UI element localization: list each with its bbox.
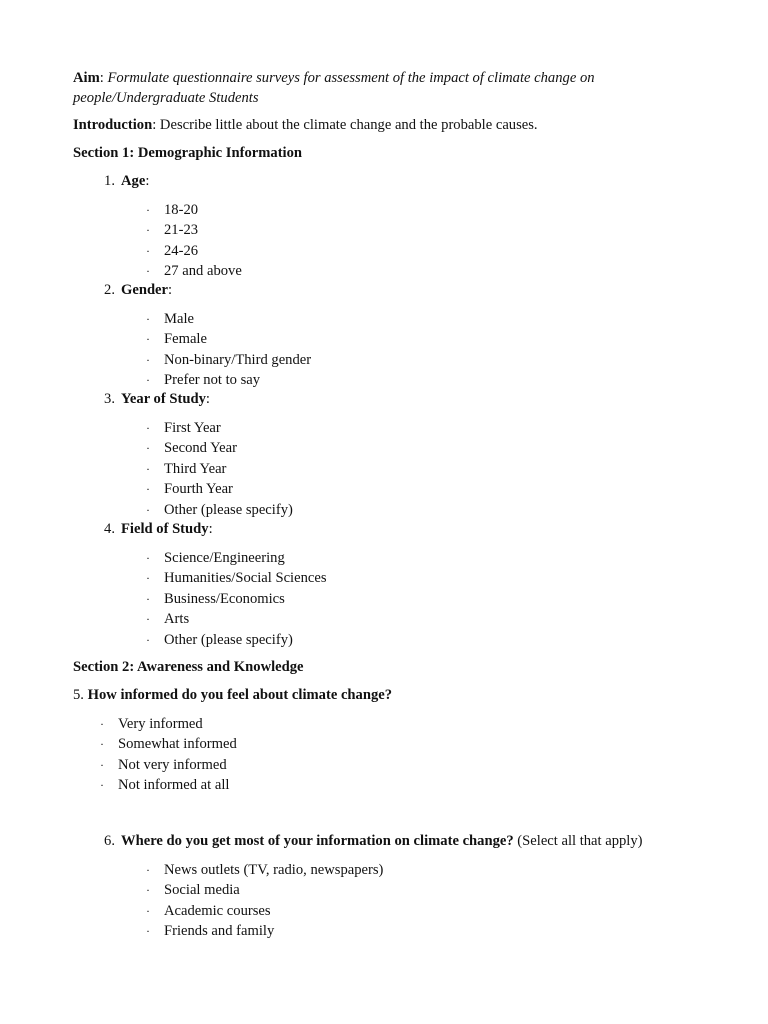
question-year-of-study	[97, 389, 210, 409]
list-item: · Female	[146, 329, 311, 349]
bullet-icon: ·	[146, 203, 150, 217]
bullet-icon: ·	[146, 332, 150, 347]
bullet-icon: ·	[146, 223, 150, 238]
question-field-of-study	[97, 519, 213, 539]
bullet-icon: ·	[100, 737, 104, 752]
question-gender	[97, 280, 172, 300]
list-item: · Not informed at all	[100, 775, 237, 795]
question-how-informed	[73, 685, 392, 705]
question-label: Year of Study	[121, 391, 206, 407]
bullet-icon: ·	[146, 441, 150, 456]
list-item: · 27 and above	[146, 261, 242, 281]
bullet-icon: ·	[146, 373, 150, 388]
list-item: · Humanities/Social Sciences	[146, 568, 327, 588]
question-suffix: (Select all that apply)	[513, 833, 643, 849]
options-age	[146, 200, 242, 282]
list-item: · 24-26	[146, 241, 242, 261]
introduction-paragraph	[73, 115, 713, 135]
list-item: · Non-binary/Third gender	[146, 350, 311, 370]
options-how-informed	[100, 714, 237, 796]
question-number: 4.	[104, 521, 115, 537]
bullet-icon: ·	[146, 421, 150, 435]
list-item: · First Year	[146, 418, 293, 438]
bullet-icon: ·	[146, 924, 150, 939]
options-information-sources	[146, 860, 383, 942]
section-2-heading: Section 2: Awareness and Knowledge	[73, 659, 304, 675]
list-item: · Other (please specify)	[146, 630, 327, 650]
bullet-icon: ·	[146, 461, 150, 476]
bullet-icon: ·	[146, 571, 150, 586]
list-item: · Social media	[146, 880, 383, 900]
question-label: How informed do you feel about climate change?	[87, 687, 393, 703]
list-item: · News outlets (TV, radio, newspapers)	[146, 860, 383, 880]
bullet-icon: ·	[146, 264, 150, 279]
bullet-icon: ·	[146, 243, 150, 258]
aim-text: Formulate questionnaire surveys for assessment of the impact of climate change on people/Undergraduate Students	[73, 70, 595, 107]
question-number: 6.	[104, 833, 115, 849]
list-item: · Second Year	[146, 438, 293, 458]
question-number: 5.	[73, 687, 84, 703]
bullet-icon: ·	[146, 482, 150, 497]
bullet-icon: ·	[146, 312, 150, 326]
question-age	[97, 171, 149, 191]
bullet-icon: ·	[146, 591, 150, 606]
introduction-text: : Describe little about the climate change and the probable causes.	[152, 117, 538, 133]
options-year-of-study	[146, 418, 293, 520]
introduction-label: Introduction	[73, 117, 153, 133]
options-gender	[146, 309, 311, 391]
bullet-icon: ·	[146, 903, 150, 918]
bullet-icon: ·	[146, 352, 150, 367]
list-item: · Third Year	[146, 459, 293, 479]
bullet-icon: ·	[146, 632, 150, 647]
aim-label: Aim	[73, 70, 100, 86]
list-item: · Fourth Year	[146, 479, 293, 499]
question-information-sources	[97, 831, 643, 851]
list-item: · Not very informed	[100, 755, 237, 775]
list-item: · Other (please specify)	[146, 500, 293, 520]
list-item: · Business/Economics	[146, 589, 327, 609]
bullet-icon: ·	[100, 717, 104, 731]
question-label: Where do you get most of your information on climate change?	[121, 833, 514, 849]
list-item: · Academic courses	[146, 901, 383, 921]
list-item: · Very informed	[100, 714, 237, 734]
question-suffix: :	[145, 173, 150, 189]
bullet-icon: ·	[146, 612, 150, 627]
bullet-icon: ·	[146, 883, 150, 898]
list-item: · Prefer not to say	[146, 370, 311, 390]
question-label: Gender	[121, 282, 169, 298]
aim-paragraph	[73, 68, 713, 109]
question-label: Age	[121, 173, 146, 189]
question-suffix: :	[205, 391, 210, 407]
bullet-icon: ·	[146, 863, 150, 877]
bullet-icon: ·	[146, 551, 150, 565]
list-item: · Somewhat informed	[100, 734, 237, 754]
list-item: · Male	[146, 309, 311, 329]
section-1-heading: Section 1: Demographic Information	[73, 145, 303, 161]
question-number: 3.	[104, 391, 115, 407]
question-number: 2.	[104, 282, 115, 298]
bullet-icon: ·	[146, 502, 150, 517]
bullet-icon: ·	[100, 778, 104, 793]
aim-separator: :	[99, 70, 104, 86]
options-field-of-study	[146, 548, 327, 650]
list-item: · Friends and family	[146, 921, 383, 941]
bullet-icon: ·	[100, 757, 104, 772]
list-item: · 18-20	[146, 200, 242, 220]
list-item: · Science/Engineering	[146, 548, 327, 568]
list-item: · Arts	[146, 609, 327, 629]
list-item: · 21-23	[146, 220, 242, 240]
question-label: Field of Study	[121, 521, 209, 537]
question-suffix: :	[208, 521, 213, 537]
question-suffix: :	[168, 282, 173, 298]
question-number: 1.	[104, 173, 115, 189]
